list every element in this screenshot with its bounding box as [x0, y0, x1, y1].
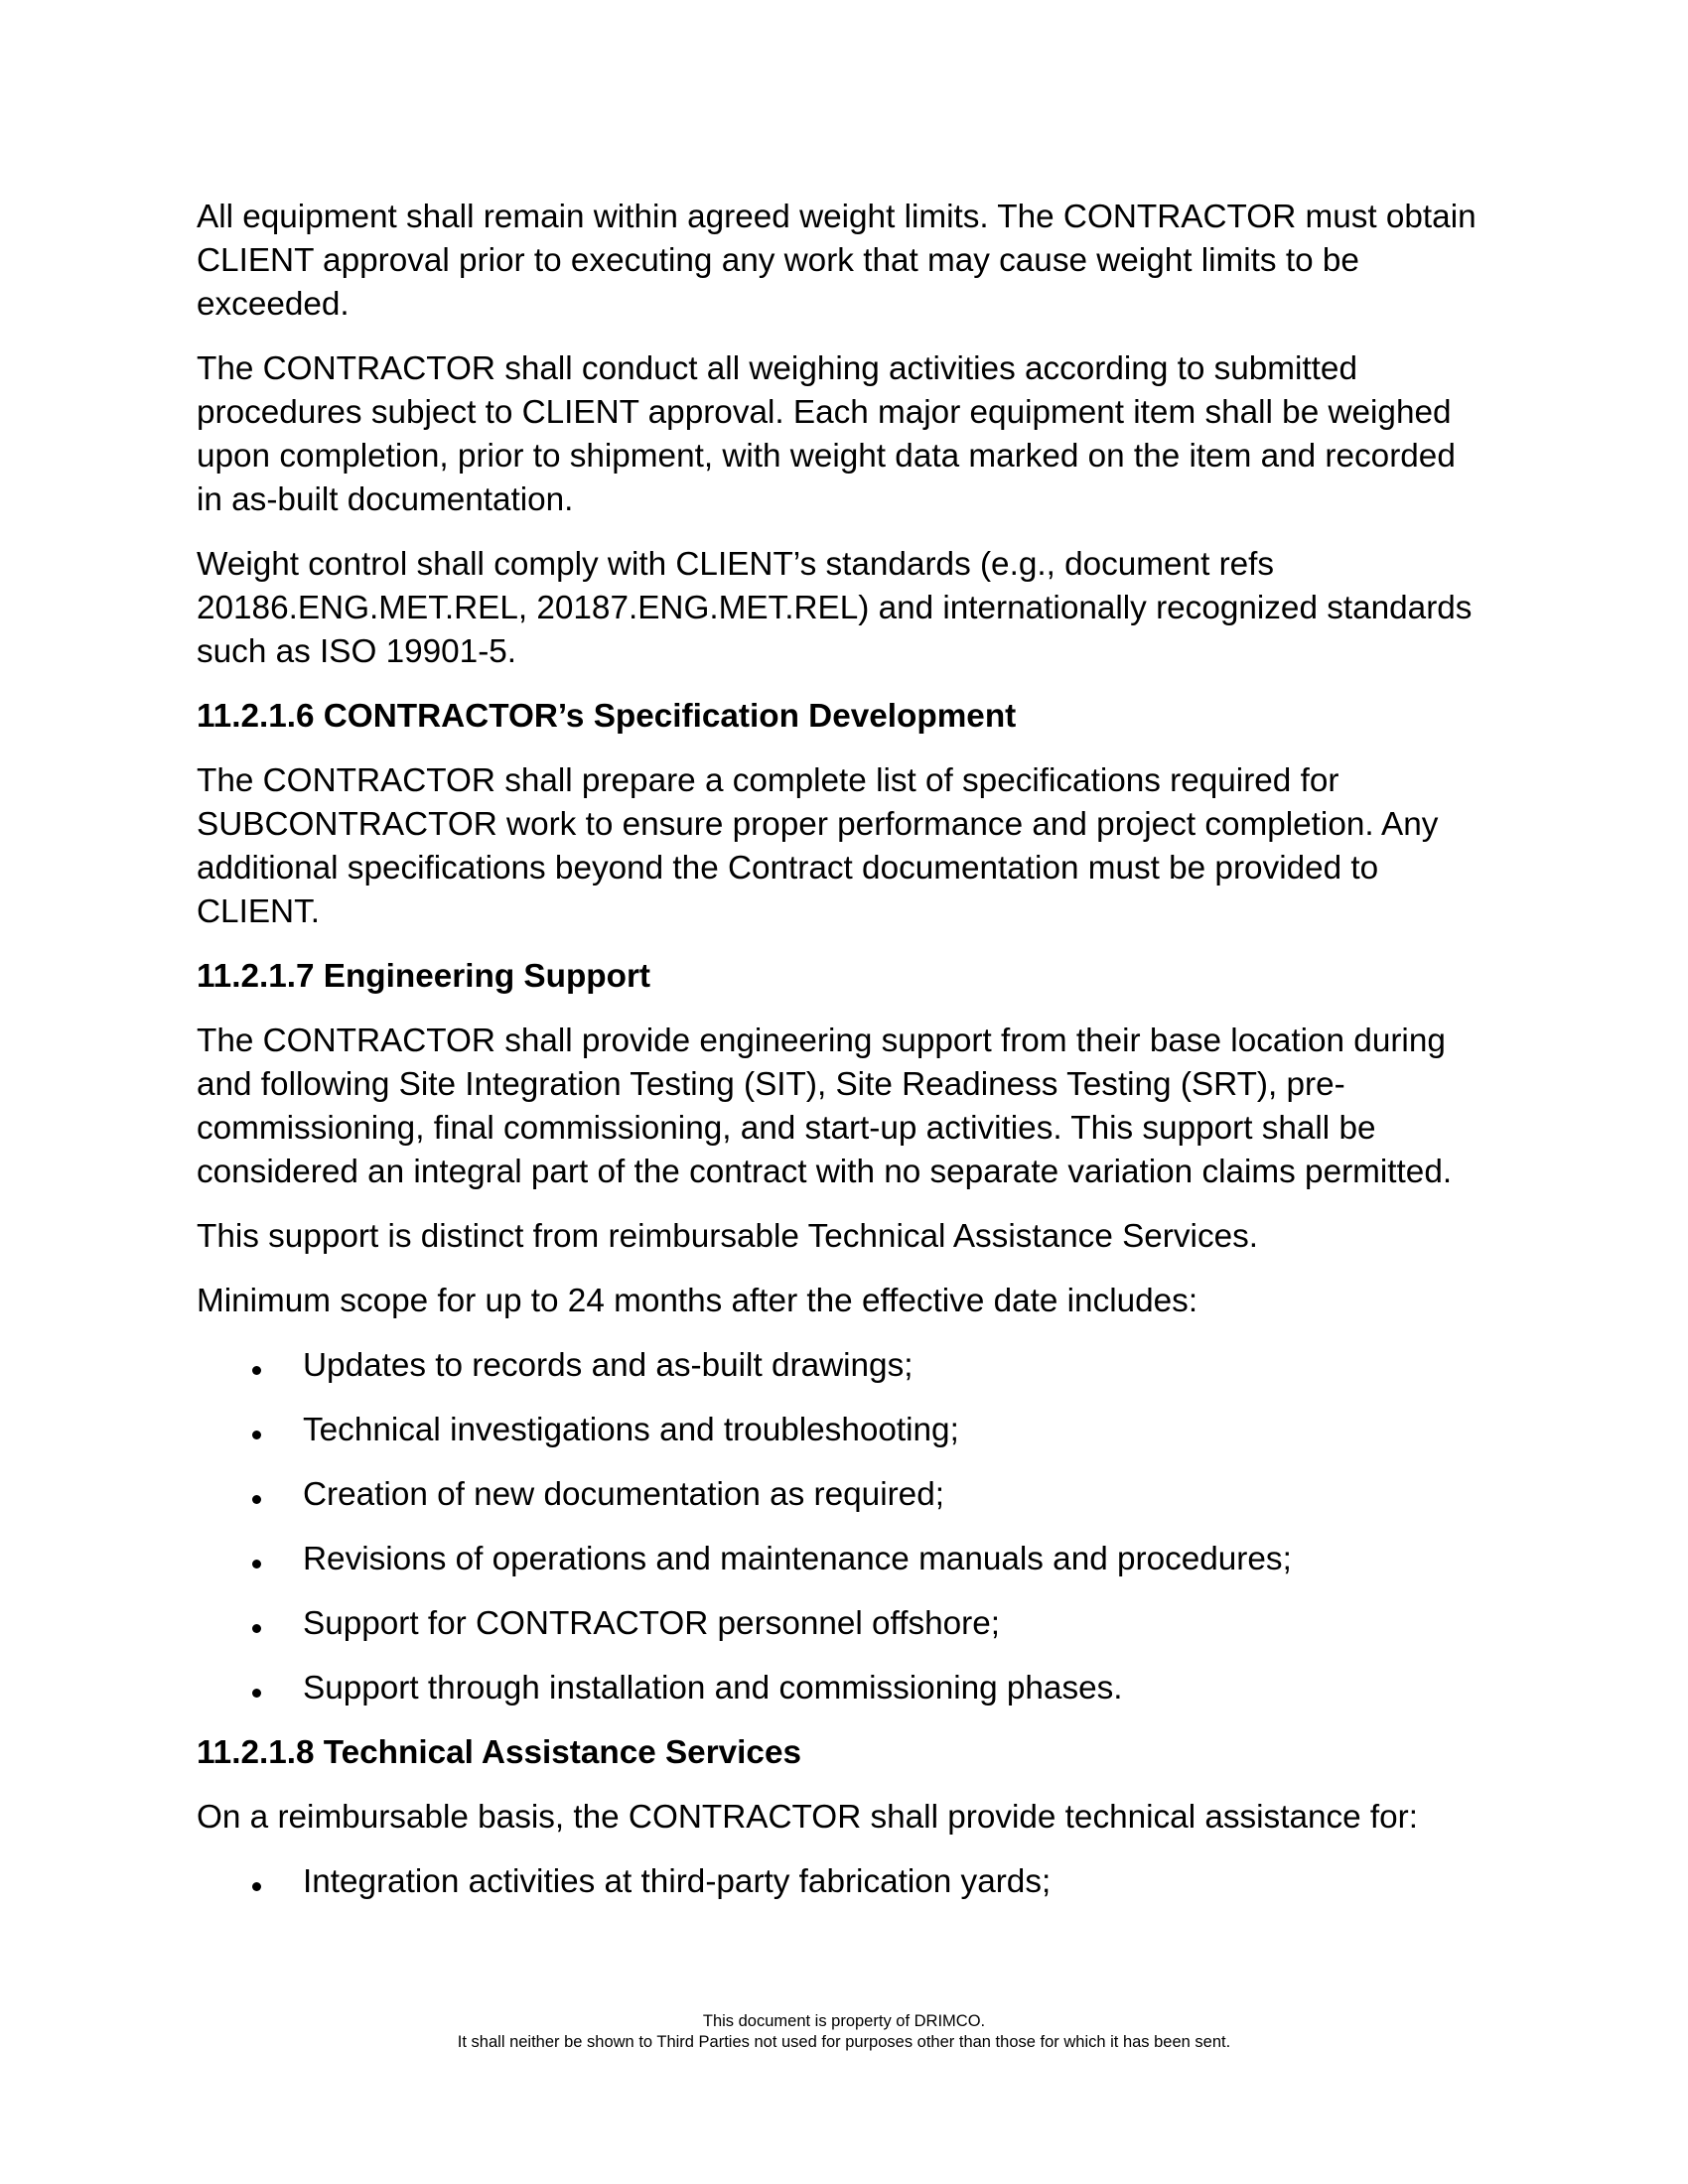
bullet-dot-icon — [252, 1560, 261, 1569]
heading-contractor-specification-development: 11.2.1.6 CONTRACTOR’s Specification Development — [197, 698, 1017, 735]
bullet-dot-icon — [252, 1882, 261, 1891]
page-footer — [0, 2011, 1688, 2053]
bullet-dot-icon — [252, 1431, 261, 1439]
list-item-text: Revisions of operations and maintenance manuals and procedures; — [303, 1541, 1292, 1577]
footer-property-line: This document is property of DRIMCO. — [702, 2012, 986, 2030]
list-item — [197, 1538, 1489, 1581]
list-item-text: Creation of new documentation as required; — [303, 1476, 944, 1513]
list-item — [197, 1667, 1489, 1710]
paragraph-support-distinct: This support is distinct from reimbursable Technical Assistance Services. — [197, 1218, 1259, 1255]
document-body — [197, 196, 1489, 1925]
list-item — [197, 1344, 1489, 1388]
list-item — [197, 1860, 1489, 1904]
paragraph-weighing-activities: The CONTRACTOR shall conduct all weighing activities according to submitted procedures subject to CLIENT approval. Each major equipment item shall be weighed upon completion, prior to shipment, with weight data marked on the item and recorded in as-built documentation. — [197, 350, 1456, 518]
bullet-dot-icon — [252, 1624, 261, 1633]
paragraph-specification-development: The CONTRACTOR shall prepare a complete list of specifications required for SUBCONTRACTOR work to ensure proper performance and project completion. Any additional specifications beyond the Contract documentation must be provided to CLIENT. — [197, 762, 1439, 930]
list-item-text: Integration activities at third-party fabrication yards; — [303, 1863, 1052, 1900]
list-item-text: Support for CONTRACTOR personnel offshore; — [303, 1605, 1000, 1642]
list-item — [197, 1602, 1489, 1646]
paragraph-weight-limits: All equipment shall remain within agreed weight limits. The CONTRACTOR must obtain CLIENT approval prior to executing any work that may cause weight limits to be exceeded. — [197, 199, 1477, 323]
list-item-text: Technical investigations and troubleshooting; — [303, 1412, 959, 1448]
heading-technical-assistance-services: 11.2.1.8 Technical Assistance Services — [197, 1734, 801, 1771]
technical-assistance-bullet-list — [197, 1860, 1489, 1904]
paragraph-weight-control-standards: Weight control shall comply with CLIENT’s standards (e.g., document refs 20186.ENG.MET.REL, 20187.ENG.MET.REL) and internationally recognized standards such as ISO 19901-5. — [197, 546, 1473, 670]
bullet-dot-icon — [252, 1689, 261, 1698]
bullet-dot-icon — [252, 1495, 261, 1504]
paragraph-minimum-scope: Minimum scope for up to 24 months after the effective date includes: — [197, 1283, 1198, 1319]
engineering-support-bullet-list — [197, 1344, 1489, 1710]
paragraph-engineering-support: The CONTRACTOR shall provide engineering support from their base location during and following Site Integration Testing (SIT), Site Readiness Testing (SRT), pre-commissioning, final commissioning, and start-up activities. This support shall be considered an integral part of the contract with no separate variation claims permitted. — [197, 1023, 1453, 1190]
list-item-text: Support through installation and commissioning phases. — [303, 1670, 1123, 1706]
list-item-text: Updates to records and as-built drawings; — [303, 1347, 914, 1384]
bullet-dot-icon — [252, 1366, 261, 1375]
footer-confidentiality-line: It shall neither be shown to Third Parties not used for purposes other than those for which it has been sent. — [457, 2033, 1231, 2051]
heading-engineering-support: 11.2.1.7 Engineering Support — [197, 958, 651, 995]
list-item — [197, 1473, 1489, 1517]
list-item — [197, 1409, 1489, 1452]
paragraph-technical-assistance: On a reimbursable basis, the CONTRACTOR shall provide technical assistance for: — [197, 1799, 1419, 1836]
